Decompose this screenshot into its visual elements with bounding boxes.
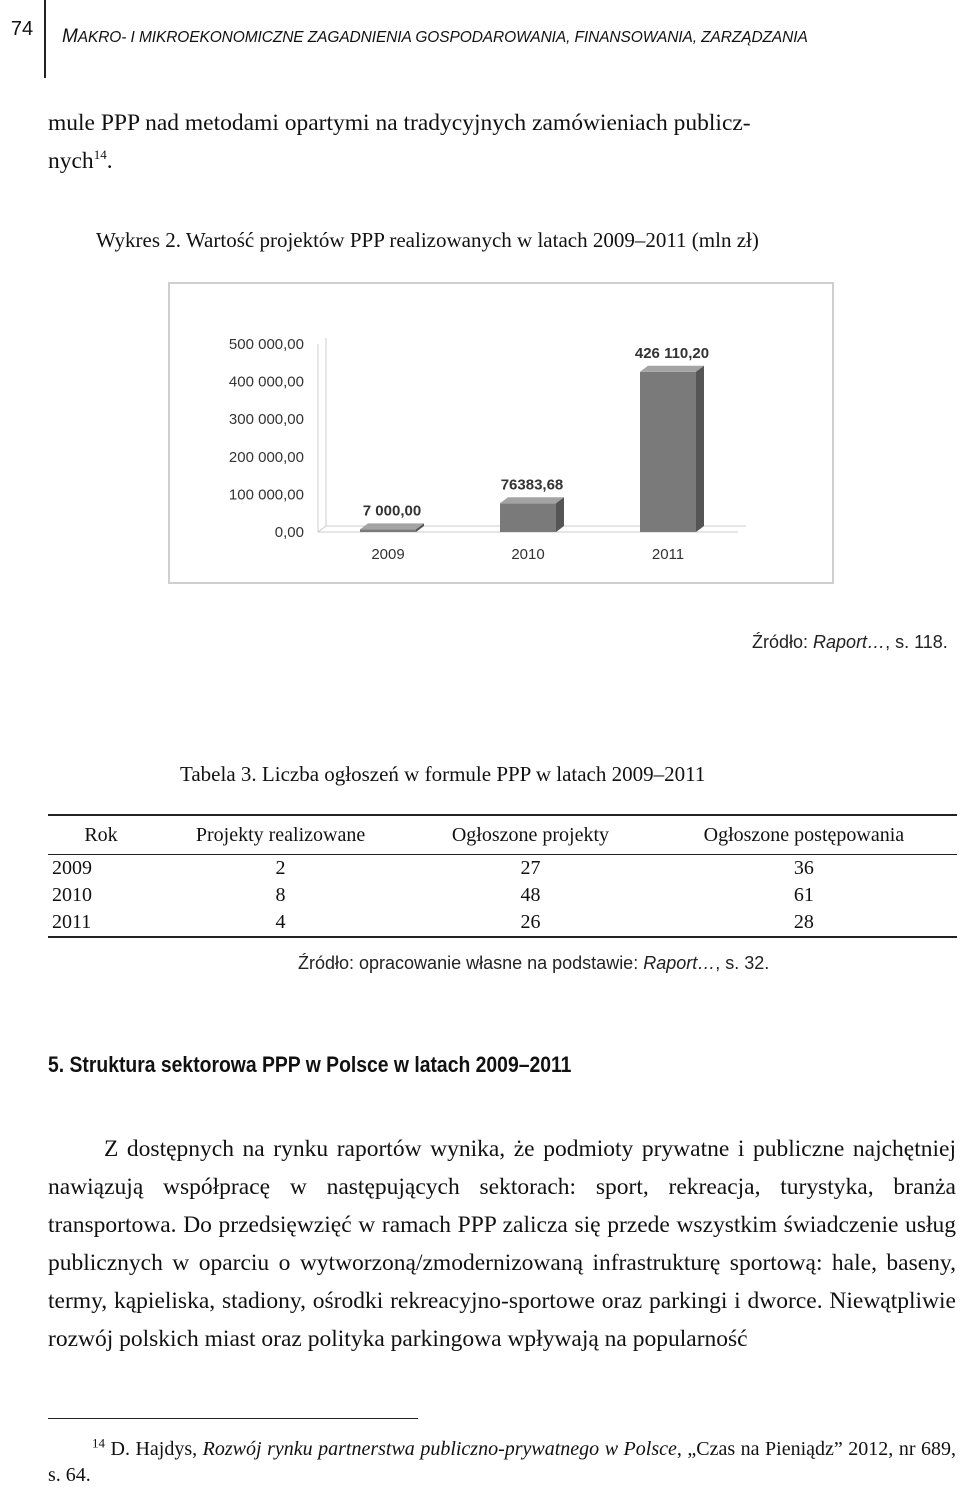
footnote-reference[interactable]: 14 [93,147,107,163]
intro-end: . [106,148,113,174]
bar-2010-front [500,503,556,532]
bar-2009-front [360,529,416,532]
intro-paragraph [48,104,956,180]
table-cell: 2011 [48,909,151,937]
intro-line-1: mule PPP nad metodami opartymi na tradycyjnych zamówieniach publicz- [48,110,751,136]
bar-2010-top [500,497,564,503]
table-cell: 2009 [52,857,92,879]
table-source-prefix: Źródło: opracowanie własne na podstawie: [298,953,644,973]
data-label: 7 000,00 [362,502,422,520]
table-cell: 61 [793,884,814,906]
footnote-rest: , „Czas na Pieniądz” 2012, nr 689, s. 64. [48,1438,956,1486]
running-head [62,26,808,48]
table-row [48,855,957,883]
table-cell: 8 [275,884,286,906]
column-header-projekty-realizowane: Projekty realizowane [151,815,410,855]
figure-caption: Wykres 2. Wartość projektów PPP realizowanych w latach 2009–2011 (mln zł) [96,228,759,252]
data-label: 426 110,20 [634,344,710,362]
table-cell: 28 [651,909,957,937]
table-source-suffix: , s. 32. [715,953,770,973]
x-tick-label: 2009 [371,546,405,563]
table-cell: 36 [793,857,814,879]
x-tick-label: 2010 [511,546,545,563]
intro-line-2: nych [48,148,94,174]
table-row [48,909,957,937]
figure-source-prefix: Źródło: [752,632,814,652]
table-row [48,882,957,909]
table-cell: 2 [275,857,286,879]
bar-chart [170,284,832,582]
bar-2010-side [556,497,564,532]
figure-source [752,632,948,653]
y-tick-label: 500 000,00 [228,336,304,353]
x-tick-label: 2011 [651,546,685,563]
axis-corner [318,526,326,532]
column-header-rok: Rok [48,815,151,855]
section-paragraph: Z dostępnych na rynku raportów wynika, że podmioty prywatne i publiczne najchętniej nawiązują współpracę w następujących sektorach: sport, rekreacja, turystyka, branża transportowa. Do przedsięwzięć w ramach PPP zalicza się przede wszystkim świadczenie usług publicznych w oparciu o wytworzoną/zmodernizowaną infrastrukturę sportową: hale, baseny, termy, kąpieliska, stadiony, ośrodki rekreacyjno-sportowe oraz parkingi i dworce. Niewątpliwie rozwój polskich miast oraz polityka parkingowa wpływają na popularność [48,1136,956,1352]
y-tick-label: 0,00 [274,524,304,541]
bar-2011-side [696,366,704,532]
section-heading: 5. Struktura sektorowa PPP w Polsce w latach 2009–2011 [48,1052,572,1077]
footnote-title: Rozwój rynku partnerstwa publiczno-prywatnego w Polsce [202,1438,677,1460]
page-number: 74 [10,18,34,40]
data-label: 76383,68 [500,476,564,494]
column-header-ogloszone-postepowania: Ogłoszone postępowania [651,815,957,855]
bar-2011-front [640,372,696,532]
table-source-title: Raport… [643,953,716,973]
table-cell: 4 [151,909,410,937]
table-cell: 48 [520,884,541,906]
running-head-text: MAKRO- I MIKROEKONOMICZNE ZAGADNIENIA GOSPODAROWANIA, FINANSOWANIA, ZARZĄDZANIA [62,26,808,47]
data-table [48,814,957,938]
table-header-row [48,815,957,855]
figure-source-suffix: , s. 118. [885,632,948,652]
footnote [48,1436,956,1488]
column-header-ogloszone-projekty: Ogłoszone projekty [410,815,651,855]
table-cell: 26 [410,909,651,937]
table-cell: 27 [520,857,541,879]
bar-2011-top [640,366,704,372]
table-cell: 2010 [52,884,92,906]
footnote-author: D. Hajdys, [105,1438,203,1460]
bar-2009-top [360,523,424,529]
y-tick-label: 200 000,00 [228,448,304,466]
footnote-number: 14 [92,1435,105,1451]
header-divider [44,0,46,78]
y-tick-label: 100 000,00 [228,486,304,504]
y-tick-label: 300 000,00 [228,411,304,429]
table-caption: Tabela 3. Liczba ogłoszeń w formule PPP w latach 2009–2011 [180,762,706,786]
y-tick-label: 400 000,00 [228,373,304,391]
footnote-divider [48,1418,418,1419]
table-source [298,953,769,974]
figure-source-title: Raport… [813,632,886,652]
chart-frame [168,282,834,584]
